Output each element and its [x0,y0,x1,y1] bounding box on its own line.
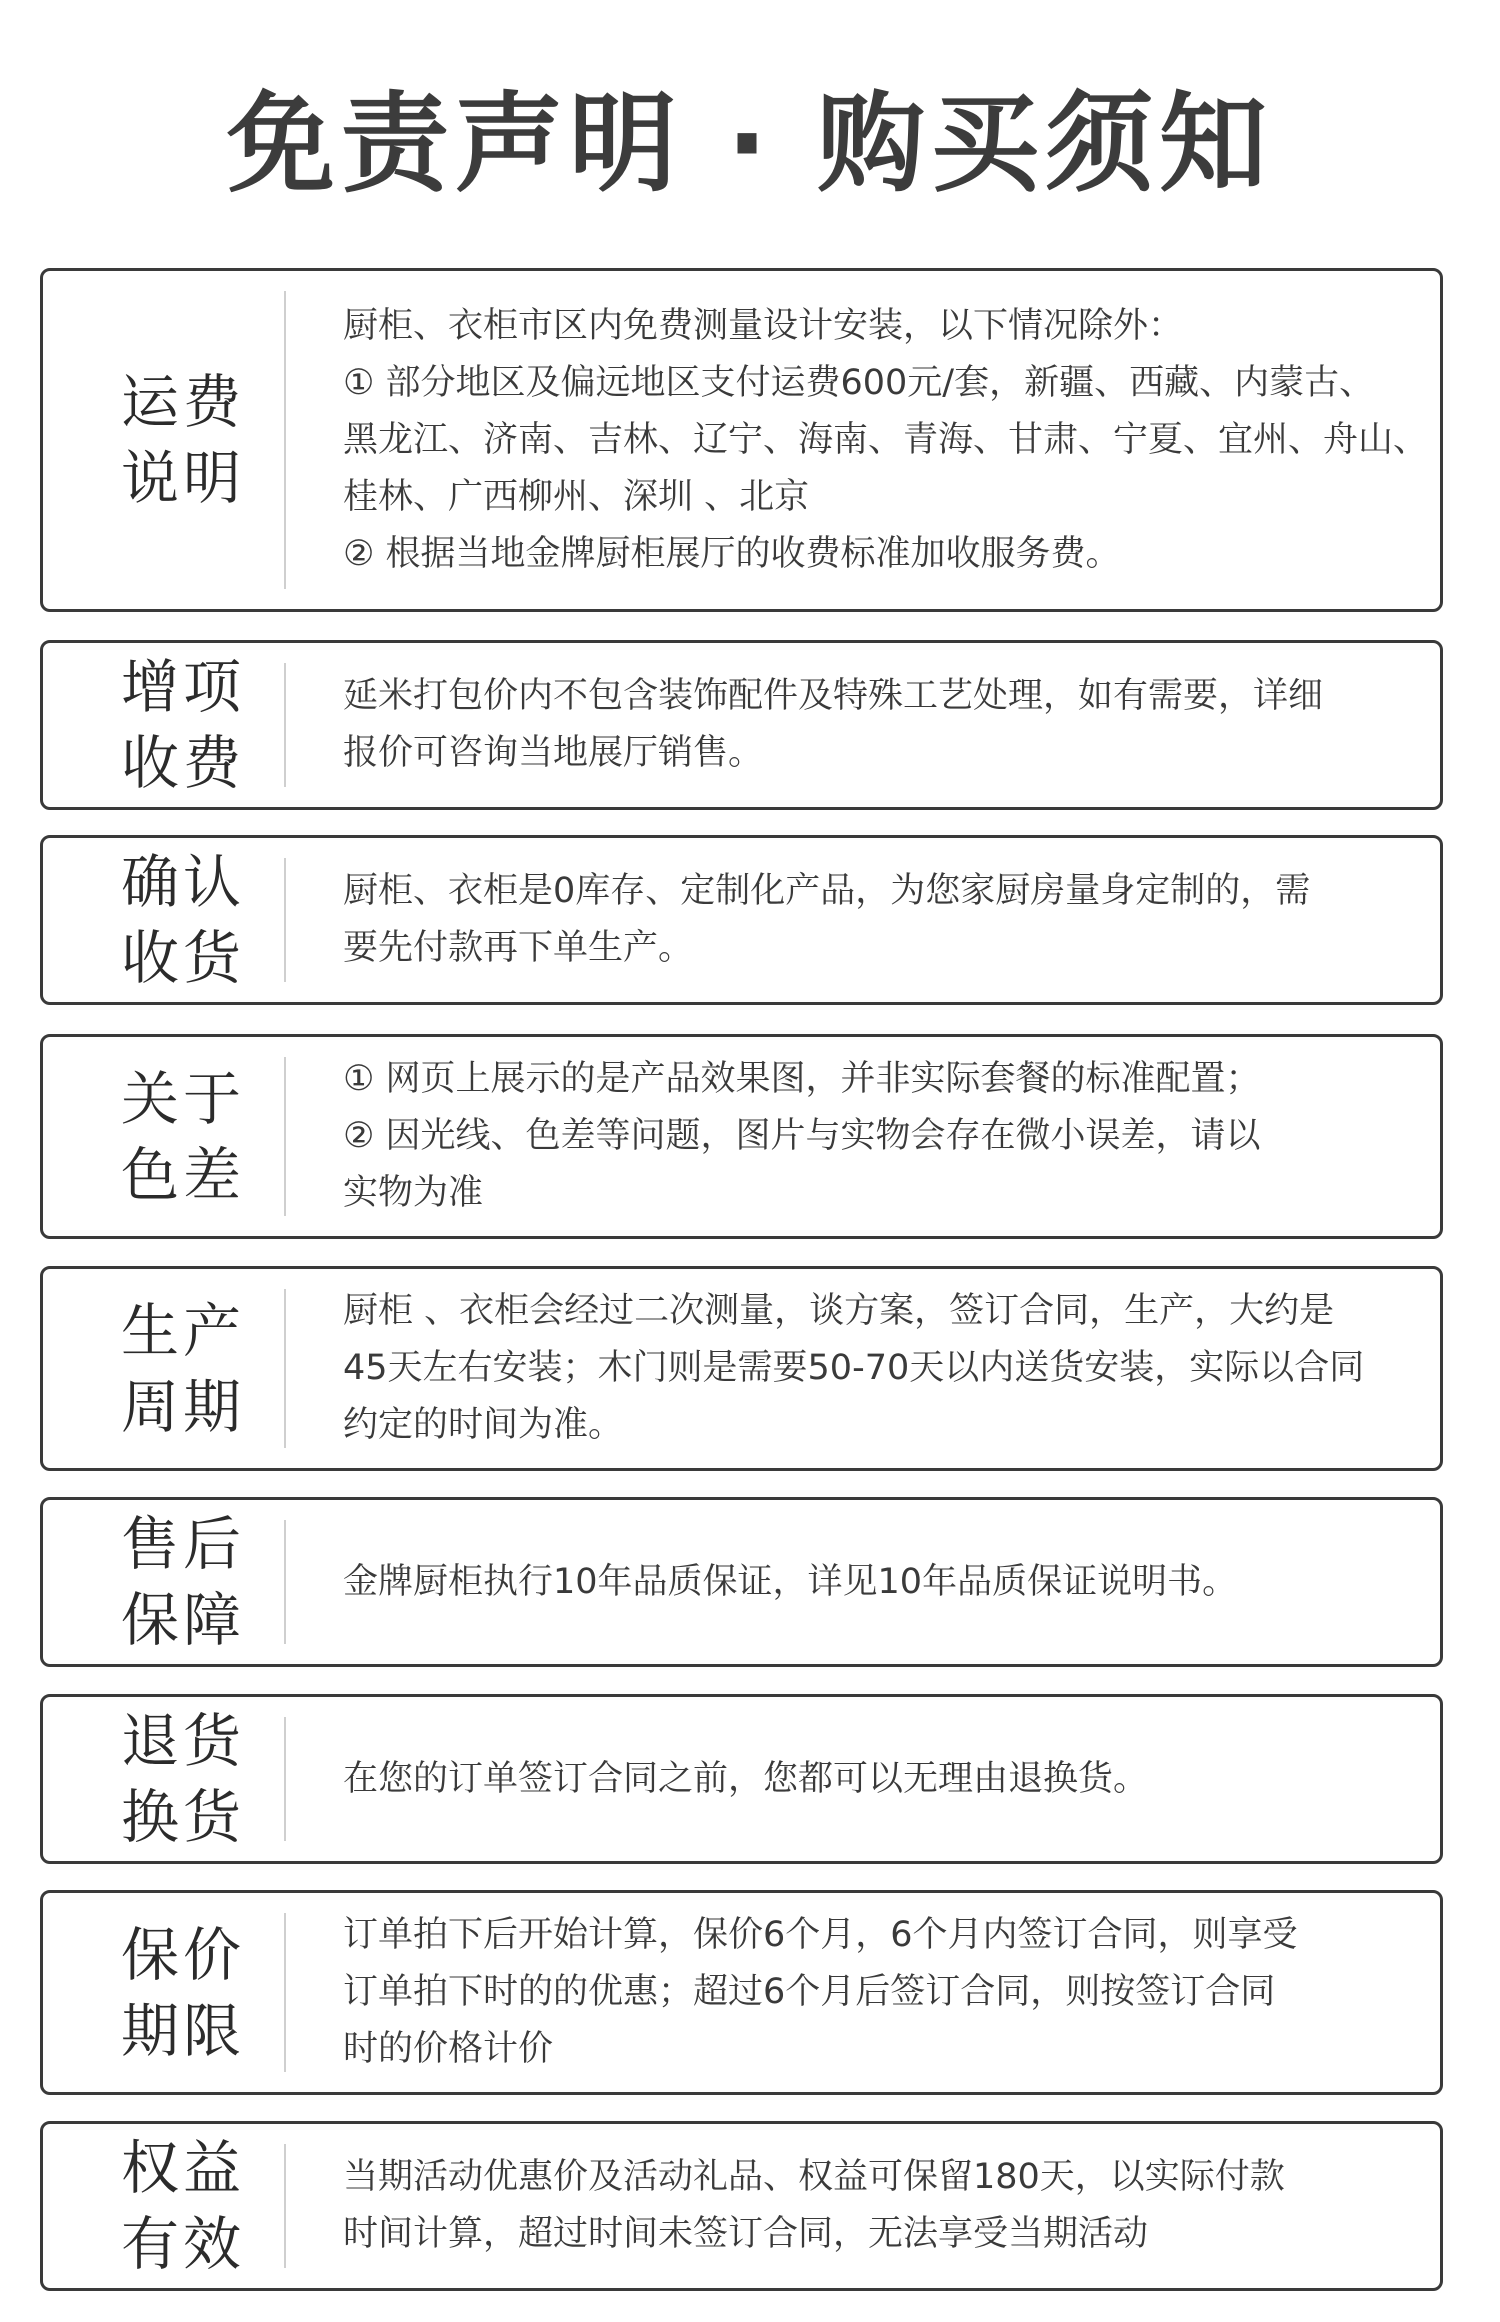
divider [284,291,286,589]
section-confirm-receipt [40,835,1443,1005]
section-text: 厨柜、衣柜市区内免费测量设计安装，以下情况除外： [343,305,1184,346]
section-label-line: 有效 [120,2210,245,2278]
section-label-line: 售后 [120,1510,245,1578]
section-label-line: 生产 [120,1296,245,1365]
section-label-line: 说明 [120,444,245,512]
section-text: 厨柜 、衣柜会经过二次测量，谈方案，签订合同，生产，大约是 [343,1291,1335,1331]
section-label-line: 周期 [120,1372,245,1441]
section-label-line: 运费 [120,368,245,436]
section-body [343,838,1410,1002]
section-text: 订单拍下时的的优惠；超过6个月后签订合同，则按签订合同 [343,1972,1276,2012]
section-text: ② 根据当地金牌厨柜展厅的收费标准加收服务费。 [343,533,1121,574]
section-label [63,838,303,1002]
section-body [343,643,1410,807]
section-text: ① 部分地区及偏远地区支付运费600元/套，新疆、西藏、内蒙古、 [343,362,1375,403]
divider [284,1289,286,1448]
divider [284,1717,286,1841]
section-body [343,1500,1410,1664]
section-text: 45天左右安装；木门则是需要50-70天以内送货安装，实际以合同 [343,1348,1365,1388]
section-label [63,271,303,609]
divider [284,858,286,982]
divider [284,1520,286,1644]
divider [284,2144,286,2268]
section-label [63,1697,303,1861]
section-text: 报价可咨询当地展厅销售。 [343,733,764,773]
section-label [63,1893,303,2092]
section-label-line: 期限 [120,1996,245,2065]
section-text: 桂林、广西柳州、深圳 、北京 [343,476,810,517]
section-body [343,271,1429,609]
section-label-line: 色差 [120,1140,245,1209]
section-body [343,1697,1410,1861]
section-text: 实物为准 [343,1173,484,1213]
section-text: 订单拍下后开始计算，保价6个月，6个月内签订合同，则享受 [343,1915,1298,1955]
section-text: 黑龙江、济南、吉林、辽宁、海南、青海、甘肃、宁夏、宜州、舟山、 [343,419,1429,460]
section-text: 时间计算，超过时间未签订合同，无法享受当期活动 [343,2214,1149,2254]
section-returns [40,1694,1443,1864]
section-rights-validity [40,2121,1443,2291]
section-text: 厨柜、衣柜是0库存、定制化产品，为您家厨房量身定制的，需 [343,871,1311,911]
section-text: ① 网页上展示的是产品效果图，并非实际套餐的标准配置； [343,1059,1261,1099]
section-text: 时的价格计价 [343,2029,554,2069]
section-label [63,1500,303,1664]
divider [284,663,286,787]
section-label-line: 确认 [120,848,245,916]
section-text: ② 因光线、色差等问题，图片与实物会存在微小误差，请以 [343,1116,1261,1156]
section-label-line: 关于 [120,1064,245,1133]
section-text: 当期活动优惠价及活动礼品、权益可保留180天，以实际付款 [343,2157,1285,2197]
section-shipping-fee [40,268,1443,612]
section-text: 金牌厨柜执行10年品质保证，详见10年品质保证说明书。 [343,1561,1238,1602]
section-label-line: 保障 [120,1586,245,1654]
section-label-line: 增项 [120,653,245,721]
section-text: 延米打包价内不包含装饰配件及特殊工艺处理，如有需要，详细 [343,676,1324,716]
section-text: 约定的时间为准。 [343,1405,624,1445]
section-label [63,1269,303,1468]
section-body [343,1037,1410,1236]
divider [284,1913,286,2072]
section-label [63,643,303,807]
divider [284,1057,286,1216]
section-body [343,1269,1410,1468]
section-label-line: 保价 [120,1920,245,1989]
section-label [63,1037,303,1236]
section-production-cycle [40,1266,1443,1471]
section-label-line: 退货 [120,1707,245,1775]
section-label-line: 收费 [120,729,245,797]
section-label [63,2124,303,2288]
section-color-difference [40,1034,1443,1239]
section-label-line: 收货 [120,924,245,992]
section-extra-charges [40,640,1443,810]
page-title: 免责声明 · 购买须知 [226,82,1274,207]
section-body [343,2124,1410,2288]
section-label-line: 权益 [120,2134,245,2202]
section-text: 在您的订单签订合同之前，您都可以无理由退换货。 [343,1758,1149,1799]
section-text: 要先付款再下单生产。 [343,928,694,968]
section-label-line: 换货 [120,1783,245,1851]
section-after-sales [40,1497,1443,1667]
section-price-protection [40,1890,1443,2095]
section-body [343,1893,1410,2092]
